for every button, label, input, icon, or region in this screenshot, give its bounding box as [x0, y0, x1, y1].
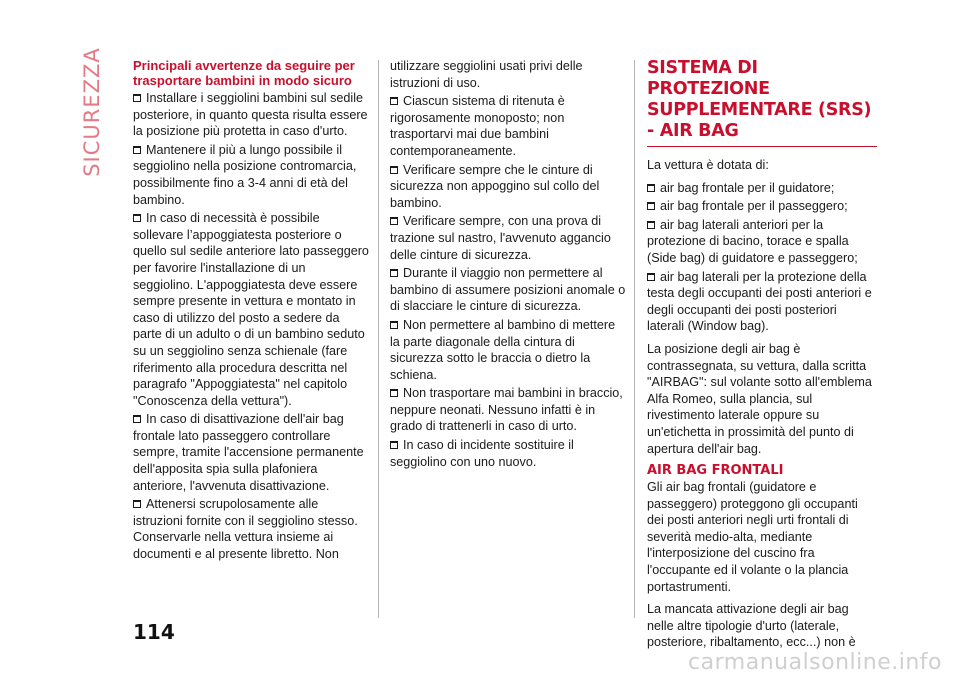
list-item: In caso di necessità è possibile sollevare l’appoggiatesta posteriore o quello sul sedile anteriore lato passeggero per favorire l'installazione di un seggiolino. L'appoggiatesta deve essere sempre presente in vettura e montato in caso di utilizzo del posto a sedere da parte di un adulto o di un bambino seduto su un seggiolino senza schienale (fare riferimento alla procedura descritta nel paragrafo "Appoggiatesta" nel capitolo "Conoscenza della vettura"). — [133, 211, 369, 408]
list-item: air bag frontale per il passeggero; — [647, 198, 877, 215]
column-3 — [647, 58, 877, 653]
checkbox-bullet-icon — [390, 97, 398, 105]
list-item: Verificare sempre, con una prova di trazione sul nastro, l'avvenuto aggancio delle cinture di sicurezza. — [390, 214, 611, 262]
list-item: In caso di disattivazione dell'air bag frontale lato passeggero controllare sempre, tramite l'accensione permanente dell'apposita spia sulla plafoniera anteriore, l'avvenuta disattivazione. — [133, 412, 364, 493]
checkbox-bullet-icon — [390, 321, 398, 329]
list-item: Non trasportare mai bambini in braccio, neppure neonati. Nessuno infatti è in grado di trattenerli in caso di urto. — [390, 386, 623, 434]
checkbox-bullet-icon — [133, 146, 141, 154]
section-heading: SISTEMA DI PROTEZIONE SUPPLEMENTARE (SRS) - AIR BAG — [647, 58, 877, 147]
checkbox-bullet-icon — [647, 202, 655, 210]
checkbox-bullet-icon — [390, 389, 398, 397]
list-item: Installare i seggiolini bambini sul sedile posteriore, in quanto questa risulta essere la posizione più protetta in caso d'urto. — [133, 91, 368, 139]
checkbox-bullet-icon — [133, 94, 141, 102]
list-item: Mantenere il più a lungo possibile il seggiolino nella posizione contromarcia, possibilmente fino a 3-4 anni di età del bambino. — [133, 142, 357, 207]
column-divider — [378, 60, 379, 618]
list-item: air bag laterali anteriori per la protezione di bacino, torace e spalla (Side bag) di guidatore e passeggero; — [647, 217, 858, 265]
checkbox-bullet-icon — [133, 214, 141, 222]
list-item: Non permettere al bambino di mettere la parte diagonale della cintura di sicurezza sotto le braccia o dietro la schiena. — [390, 317, 616, 382]
intro-text: La vettura è dotata di: — [647, 158, 769, 172]
list-item: air bag frontale per il guidatore; — [647, 180, 877, 197]
paragraph: La posizione degli air bag è contrassegnata, su vettura, dalla scritta "AIRBAG": sul volante sotto all'emblema Alfa Romeo, sulla plancia, sul rivestimento laterale oppure su un'etichetta in prossimità del punto di apertura dell'air bag. — [647, 341, 872, 456]
checkbox-bullet-icon — [647, 184, 655, 192]
list-item: Attenersi scrupolosamente alle istruzioni fornite con il seggiolino stesso. Conservarle nella vettura insieme ai documenti e al presente libretto. Non — [133, 497, 358, 562]
list-item: Durante il viaggio non permettere al bambino di assumere posizioni anomale o di slacciare le cinture di sicurezza. — [390, 266, 626, 314]
paragraph: La mancata attivazione degli air bag nelle altre tipologie d'urto (laterale, posteriore, ribaltamento, ecc...) non è — [647, 602, 856, 650]
checkbox-bullet-icon — [390, 166, 398, 174]
subsection-heading: AIR BAG FRONTALI — [647, 463, 784, 479]
list-item: air bag laterali per la protezione della testa degli occupanti dei posti anteriori e degli occupanti dei posti posteriori laterali (Window bag). — [647, 269, 872, 334]
paragraph: Gli air bag frontali (guidatore e passeggero) proteggono gli occupanti dei posti anteriori negli urti frontali di severità medio-alta, mediante l'interposizione del cuscino fra l'occupante ed il volante o la plancia portastrumenti. — [647, 480, 858, 594]
column-divider — [634, 60, 635, 618]
continuation-text: utilizzare seggiolini usati privi delle istruzioni di uso. — [390, 59, 583, 90]
page-number: 114 — [133, 620, 175, 644]
checkbox-bullet-icon — [133, 415, 141, 423]
list-item: Verificare sempre che le cinture di sicurezza non appoggino sul collo del bambino. — [390, 162, 600, 210]
checkbox-bullet-icon — [390, 217, 398, 225]
column-1 — [133, 58, 369, 565]
list-item: In caso di incidente sostituire il seggiolino con uno nuovo. — [390, 438, 574, 469]
section-side-label-text: SICUREZZA — [80, 47, 104, 177]
checkbox-bullet-icon — [390, 441, 398, 449]
checkbox-bullet-icon — [390, 269, 398, 277]
section-title: Principali avvertenze da seguire per trasportare bambini in modo sicuro — [133, 58, 355, 88]
checkbox-bullet-icon — [647, 221, 655, 229]
list-item: Ciascun sistema di ritenuta è rigorosamente monoposto; non trasportarvi mai due bambini contemporaneamente. — [390, 94, 565, 158]
checkbox-bullet-icon — [133, 500, 141, 508]
column-2 — [390, 58, 626, 472]
watermark: carmanualsonline.info — [688, 650, 942, 675]
checkbox-bullet-icon — [647, 273, 655, 281]
section-side-label — [68, 47, 116, 177]
